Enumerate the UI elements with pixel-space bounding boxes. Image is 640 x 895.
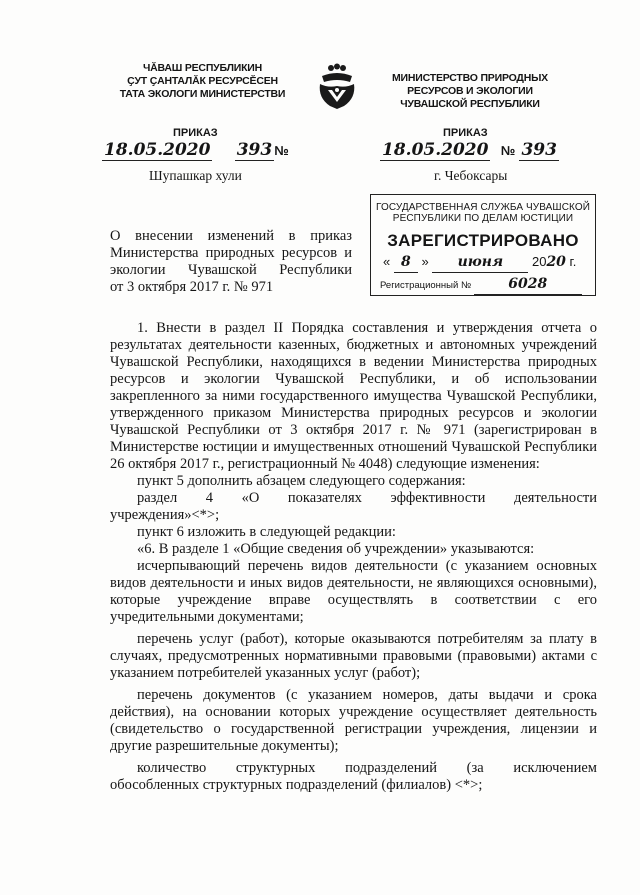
- stamp-year-prefix: 20: [531, 254, 547, 269]
- date-number-right: [380, 140, 559, 161]
- p9-word: подразделений: [345, 760, 437, 776]
- coat-of-arms-emblem-icon: [316, 62, 358, 110]
- body-paragraph-5: «6. В разделе 1 «Общие сведения об учреждении» указываются:: [137, 541, 535, 557]
- p9-word: структурных: [235, 760, 316, 776]
- subject-line-4: от 3 октября 2017 г. № 971: [110, 279, 274, 295]
- registration-stamp: [370, 194, 596, 296]
- order-subject: [110, 228, 352, 296]
- stamp-date: [383, 253, 576, 273]
- date-number-left: [102, 140, 289, 161]
- doc-type-right: ПРИКАЗ: [443, 127, 488, 139]
- body-paragraph-2: пункт 5 дополнить абзацем следующего содержания:: [137, 473, 466, 489]
- body-paragraph-3-line-2: учреждения»<*>;: [110, 507, 220, 523]
- header-left-line2: ҪУТ ҪАНТАЛӐК РЕСУРСӖСЕН: [127, 75, 278, 87]
- header-left-ministry-name: [95, 62, 310, 101]
- date-left: 18.05.2020: [104, 140, 211, 160]
- stamp-year-unit: г.: [569, 254, 577, 269]
- stamp-registration-number: [380, 275, 582, 295]
- stamp-day: 8: [394, 253, 418, 273]
- body-paragraph-8: перечень документов (с указанием номеров, даты выдачи и срока действия), на основании которых учреждение осуществляет деятельность (свидетельство о государственной регистрации учреждения, лицензии и другие разрешительные документы);: [110, 687, 597, 754]
- city-right: г. Чебоксары: [434, 168, 508, 183]
- body-paragraph-1: 1. Внести в раздел II Порядка составления и утверждения отчета о результатах деятельности казенных, бюджетных и автономных учреждений Чувашской Республики, находящихся в ведении Министерства природных ресурсов и экологии Чувашской Республики, и об использовании закрепленного за ними государственного имущества Чувашской Республики, утвержденного приказом Министерства природных ресурсов и экологии Чувашской Республики от 3 октября 2017 г. № 971 (зарегистрирован в Министерстве юстиции и имущественных отношений Чувашской Республики 26 октября 2017 г., регистрационный № 4048) следующие изменения:: [110, 320, 597, 472]
- stamp-year-suffix: 20: [546, 254, 566, 270]
- header-right-line1: МИНИСТЕРСТВО ПРИРОДНЫХ: [392, 72, 548, 84]
- stamp-reg-number: 6028: [474, 275, 582, 295]
- number-sign-left: №: [274, 143, 289, 158]
- subject-line-1: О внесении изменений в приказ: [110, 228, 352, 244]
- number-left: 393: [236, 140, 273, 160]
- body-paragraph-4: пункт 6 изложить в следующей редакции:: [137, 524, 396, 540]
- body-paragraph-6: исчерпывающий перечень видов деятельности (с указанием основных видов деятельности и иных видов деятельности, не являющихся основными), которые учреждение вправе осуществлять в соответствии с его учредительными документами;: [110, 558, 597, 625]
- body-paragraph-3-line-1: [110, 490, 597, 507]
- body-paragraph-7: перечень услуг (работ), которые оказываются потребителям за плату в случаях, предусмотренных нормативными правовыми (правовыми) актами с указанием потребителей указанных услуг (работ);: [110, 631, 597, 681]
- p3-word: раздел: [137, 490, 178, 506]
- p3-word: 4: [205, 490, 214, 506]
- subject-line-3: экологии Чувашской Республики: [110, 262, 352, 278]
- stamp-quote-open: «: [383, 254, 391, 269]
- header-right-ministry-name: [370, 72, 570, 111]
- header-right-line3: ЧУВАШСКОЙ РЕСПУБЛИКИ: [400, 98, 540, 110]
- stamp-registered-title: ЗАРЕГИСТРИРОВАНО: [387, 231, 579, 250]
- stamp-organization: [371, 202, 595, 224]
- date-right: 18.05.2020: [382, 140, 489, 160]
- doc-type-left: ПРИКАЗ: [173, 127, 218, 139]
- p9-word: исключением: [513, 760, 597, 776]
- stamp-reg-label: Регистрационный №: [380, 280, 472, 291]
- number-right: 393: [521, 140, 557, 160]
- p9-word: (за: [466, 760, 484, 776]
- number-sign-right: №: [500, 143, 516, 158]
- header-left-line3: ТАТА ЭКОЛОГИ МИНИСТЕРСТВИ: [119, 88, 286, 100]
- p3-word: эффективности: [390, 490, 486, 506]
- order-body: [110, 320, 597, 794]
- city-left: Шупашкар хули: [149, 168, 242, 183]
- stamp-org-line2: РЕСПУБЛИКИ ПО ДЕЛАМ ЮСТИЦИИ: [392, 213, 574, 224]
- p3-word: «О: [241, 490, 260, 506]
- body-paragraph-9-line-2: обособленных структурных подразделений (филиалов) <*>;: [110, 777, 483, 793]
- stamp-quote-close: »: [421, 254, 429, 269]
- header-left-line1: ЧӐВАШ РЕСПУБЛИКИН: [142, 62, 263, 74]
- stamp-month: июня: [432, 253, 528, 273]
- p3-word: деятельности: [513, 490, 597, 506]
- p9-word: количество: [137, 760, 207, 776]
- header-right-line2: РЕСУРСОВ И ЭКОЛОГИИ: [407, 85, 533, 97]
- body-paragraph-9-line-1: [110, 760, 597, 777]
- stamp-org-line1: ГОСУДАРСТВЕННАЯ СЛУЖБА ЧУВАШСКОЙ: [376, 202, 590, 213]
- p3-word: показателях: [287, 490, 362, 506]
- subject-line-2: Министерства природных ресурсов и: [110, 245, 352, 261]
